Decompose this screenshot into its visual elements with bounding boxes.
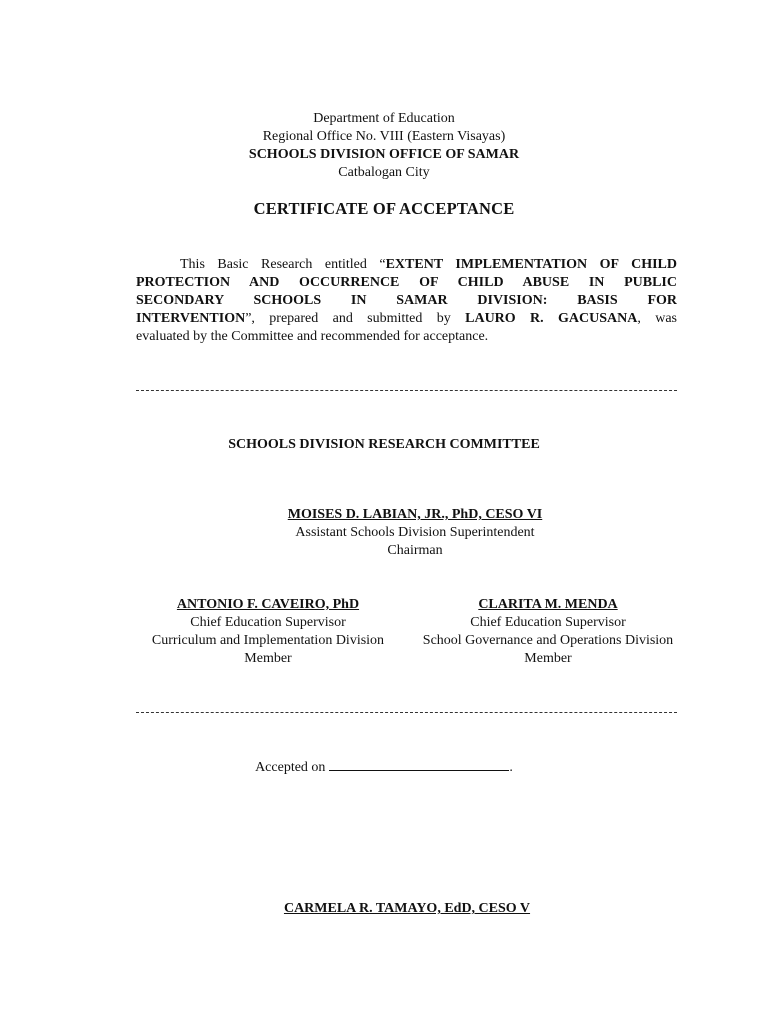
certificate-title: CERTIFICATE OF ACCEPTANCE <box>253 199 515 218</box>
chairman-role: Chairman <box>387 543 443 558</box>
accepted-on-line <box>0 756 768 777</box>
body-line-3: SECONDARY SCHOOLS IN SAMAR DIVISION: BASIS FOR <box>136 293 677 308</box>
body-text: ”, prepared and submitted by <box>245 311 466 326</box>
research-title-part: EXTENT IMPLEMENTATION OF CHILD <box>385 257 677 272</box>
body-line-2: PROTECTION AND OCCURRENCE OF CHILD ABUSE IN PUBLIC <box>136 275 677 290</box>
member-right-name: CLARITA M. MENDA <box>478 597 618 612</box>
body-line-4 <box>136 310 677 328</box>
member-right-signature-block <box>408 596 688 668</box>
author-name: LAURO R. GACUSANA <box>465 311 638 326</box>
body-text: This Basic Research entitled “ <box>180 257 386 272</box>
chairman-signature-block <box>0 506 768 560</box>
research-title-part: INTERVENTION <box>136 311 246 326</box>
member-left-role: Member <box>244 651 292 666</box>
body-line-5: evaluated by the Committee and recommended for acceptance. <box>136 329 489 344</box>
dashed-divider <box>136 390 677 391</box>
accepted-on-suffix: . <box>509 760 513 775</box>
body-line-1 <box>136 256 677 274</box>
member-left-name: ANTONIO F. CAVEIRO, PhD <box>176 597 360 612</box>
member-right-role: Member <box>524 651 572 666</box>
accepted-on-date-blank <box>329 756 509 771</box>
certificate-body-paragraph <box>136 256 677 346</box>
regional-office-line: Regional Office No. VIII (Eastern Visayas) <box>262 129 506 144</box>
approver-name: CARMELA R. TAMAYO, EdD, CESO V <box>283 901 531 916</box>
committee-heading: SCHOOLS DIVISION RESEARCH COMMITTEE <box>228 437 540 452</box>
dashed-divider <box>136 712 677 713</box>
member-right-position: Chief Education Supervisor <box>470 615 626 630</box>
body-text: , was <box>637 311 677 326</box>
accepted-on-label: Accepted on <box>255 760 326 775</box>
city-line: Catbalogan City <box>338 165 430 180</box>
chairman-position: Assistant Schools Division Superintendent <box>295 525 535 540</box>
chairman-name: MOISES D. LABIAN, JR., PhD, CESO VI <box>287 507 543 522</box>
member-left-position: Chief Education Supervisor <box>190 615 346 630</box>
member-right-division: School Governance and Operations Division <box>422 633 674 648</box>
approver-signature-block <box>0 900 768 918</box>
division-office-line: SCHOOLS DIVISION OFFICE OF SAMAR <box>248 147 520 162</box>
department-line: Department of Education <box>313 111 455 126</box>
member-left-signature-block <box>138 596 398 668</box>
member-left-division: Curriculum and Implementation Division <box>151 633 385 648</box>
